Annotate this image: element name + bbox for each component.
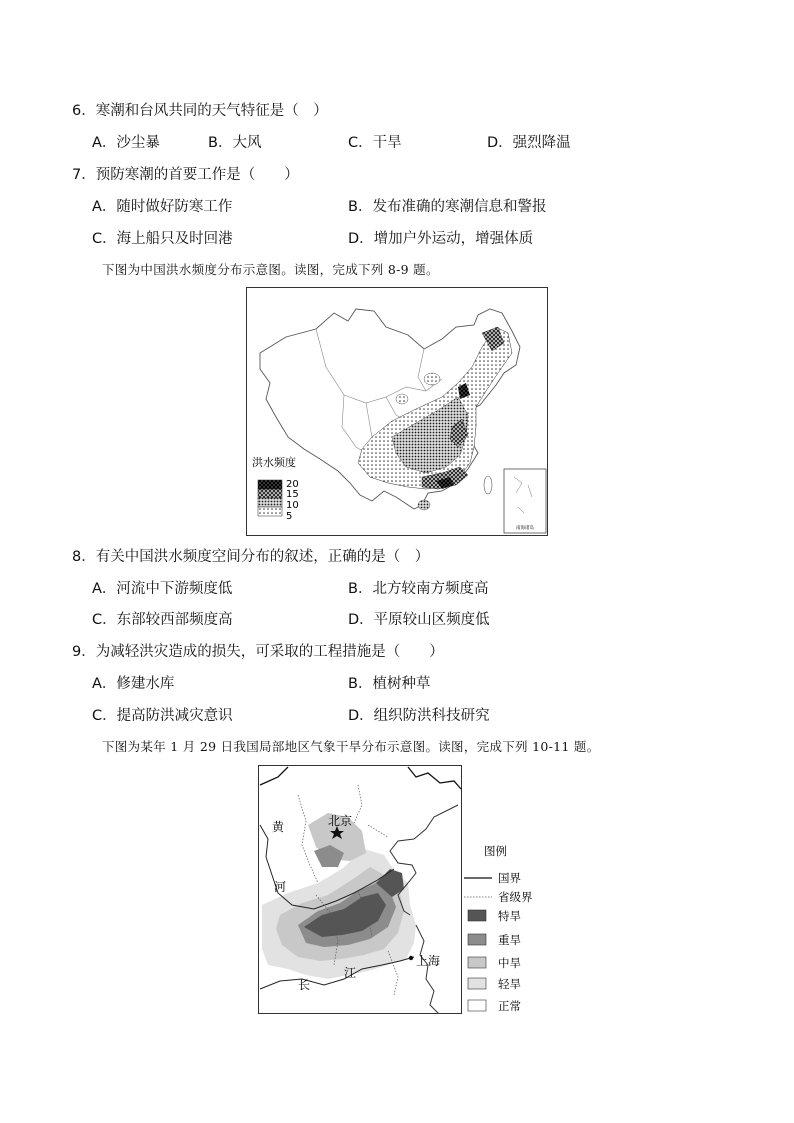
q7-option-d: D．增加户外运动，增强体质 (348, 231, 534, 247)
legend2-item-severe: 重旱 (498, 933, 521, 947)
drought-legend (462, 840, 542, 1015)
q8-option-d: D．平原较山区频度低 (348, 612, 490, 628)
legend2-item-national: 国界 (498, 871, 521, 885)
legend-swatch-5 (258, 507, 282, 516)
q7-option-c: C．海上船只及时回港 (92, 231, 233, 247)
question-6-stem: 6．寒潮和台风共同的天气特征是（ ） (72, 103, 328, 119)
label-beijing: 北京 (328, 814, 353, 828)
legend-value-15: 15 (286, 489, 299, 500)
legend2-item-normal: 正常 (498, 999, 521, 1013)
flood-frequency-map (246, 287, 548, 536)
label-shanghai: 上海 (416, 954, 441, 968)
legend-swatch-15 (258, 489, 282, 498)
q8-option-b: B．北方较南方频度高 (348, 581, 489, 597)
legend-value-5: 5 (286, 511, 293, 522)
legend-title: 洪水频度 (252, 456, 296, 469)
q7-option-b: B．发布准确的寒潮信息和警报 (348, 199, 547, 215)
legend2-item-light: 轻旱 (498, 977, 521, 991)
legend2-item-moderate: 中旱 (498, 956, 521, 970)
q6-option-d: D．强烈降温 (487, 135, 571, 151)
legend-swatch-10 (258, 498, 282, 507)
shanghai-marker-icon (409, 956, 413, 960)
q6-option-a: A．沙尘暴 (92, 135, 160, 151)
q6-option-b: B．大风 (208, 135, 262, 151)
drought-map (258, 765, 462, 1014)
q8-option-c: C．东部较西部频度高 (92, 612, 233, 628)
intro-map-flood: 下图为中国洪水频度分布示意图。读图，完成下列 8-9 题。 (102, 262, 439, 277)
q9-option-a: A．修建水库 (92, 676, 175, 692)
legend-value-20: 20 (286, 479, 299, 490)
label-jiang: 江 (344, 966, 357, 980)
q9-option-c: C．提高防洪减灾意识 (92, 708, 233, 724)
legend-swatch-20 (258, 480, 282, 489)
label-chang: 长 (298, 978, 311, 992)
q9-option-b: B．植树种草 (348, 676, 431, 692)
intro-map-drought: 下图为某年 1 月 29 日我国局部地区气象干旱分布示意图。读图，完成下列 10-11 题。 (102, 739, 600, 754)
q8-option-a: A．河流中下游频度低 (92, 581, 233, 597)
q6-option-c: C．干旱 (348, 135, 402, 151)
legend-swatch-normal (468, 1000, 486, 1011)
legend-swatch-extreme (468, 910, 486, 921)
question-8-stem: 8．有关中国洪水频度空间分布的叙述，正确的是（ ） (72, 549, 430, 565)
legend-swatch-moderate (468, 957, 486, 968)
legend-swatch-severe (468, 934, 486, 945)
legend-value-10: 10 (286, 500, 299, 511)
question-9-stem: 9．为减轻洪灾造成的损失，可采取的工程措施是（ ） (72, 644, 444, 660)
legend2-item-province: 省级界 (498, 890, 533, 904)
legend2-title: 图例 (484, 844, 507, 858)
question-7-stem: 7．预防寒潮的首要工作是（ ） (72, 167, 299, 183)
label-he: 河 (274, 880, 287, 894)
q9-option-d: D．组织防洪科技研究 (348, 708, 490, 724)
label-huang: 黄 (272, 820, 285, 834)
inset-label: 南海诸岛 (516, 526, 534, 531)
q7-option-a: A．随时做好防寒工作 (92, 199, 233, 215)
legend-swatch-light (468, 978, 486, 989)
legend2-item-extreme: 特旱 (498, 909, 521, 923)
